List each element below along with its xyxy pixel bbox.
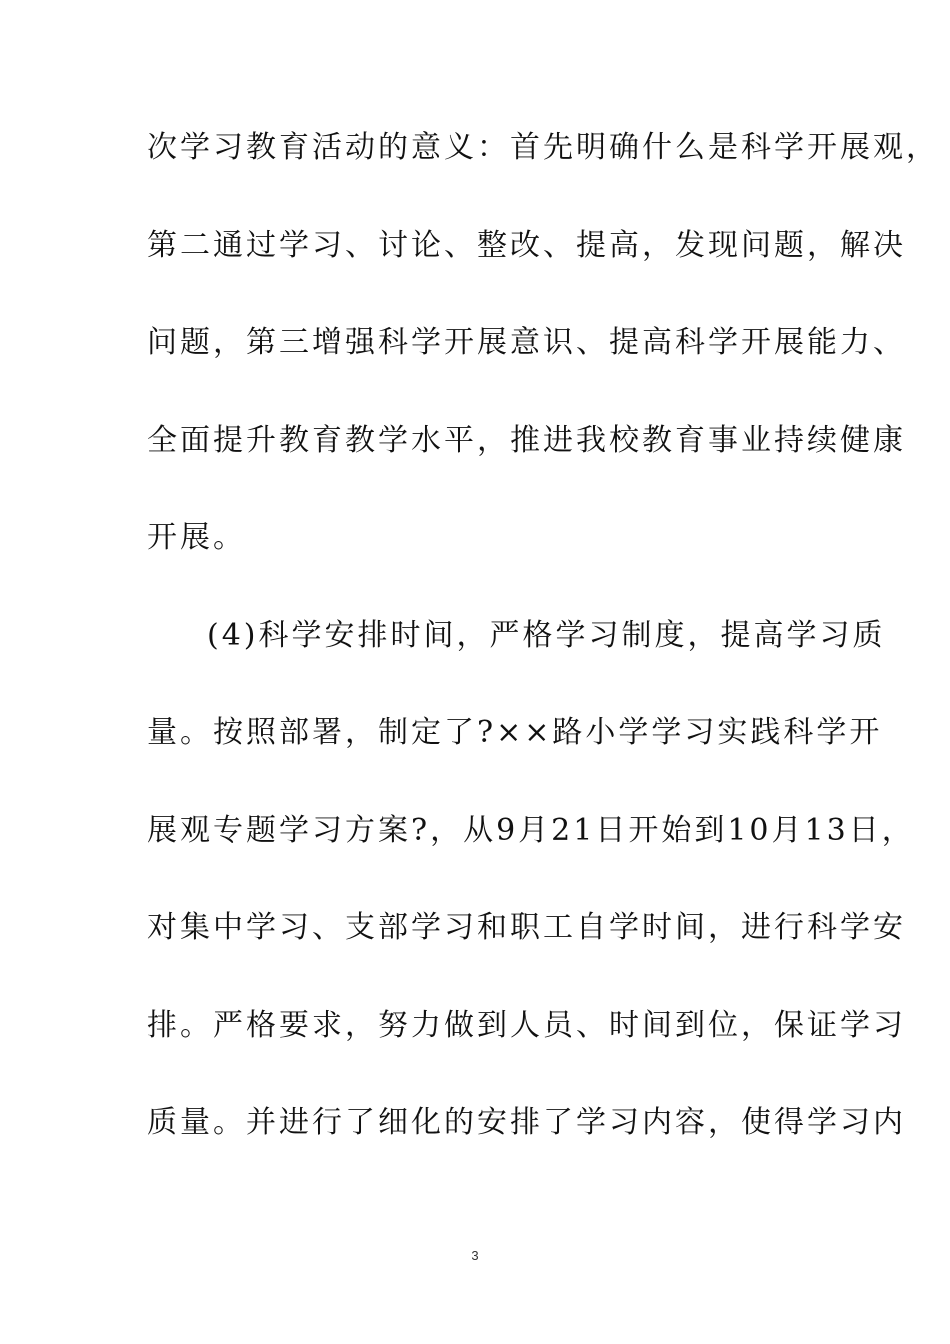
- text-line: 量。按照部署，制定了?××路小学学习实践科学开: [147, 715, 883, 750]
- text-line: 第二通过学习、讨论、整改、提高，发现问题，解决: [147, 227, 906, 263]
- text-line: 质量。并进行了细化的安排了学习内容，使得学习内: [147, 1105, 906, 1140]
- paragraph-start-line: (4)科学安排时间，严格学习制度，提高学习质: [207, 617, 886, 653]
- body-text: [147, 128, 939, 1201]
- text-line: 问题，第三增强科学开展意识、提高科学开展能力、: [147, 325, 906, 360]
- page-number: 3: [471, 1248, 479, 1263]
- text-line: 次学习教育活动的意义：首先明确什么是科学开展观，: [147, 130, 939, 165]
- text-line: 全面提升教育教学水平，推进我校教育事业持续健康: [147, 422, 906, 458]
- text-line: 开展。: [147, 520, 246, 555]
- text-line: 对集中学习、支部学习和职工自学时间，进行科学安: [147, 910, 906, 945]
- text-line: 展观专题学习方案?，从9月21日开始到10月13日，: [147, 812, 915, 848]
- text-line: 排。严格要求，努力做到人员、时间到位，保证学习: [147, 1007, 906, 1043]
